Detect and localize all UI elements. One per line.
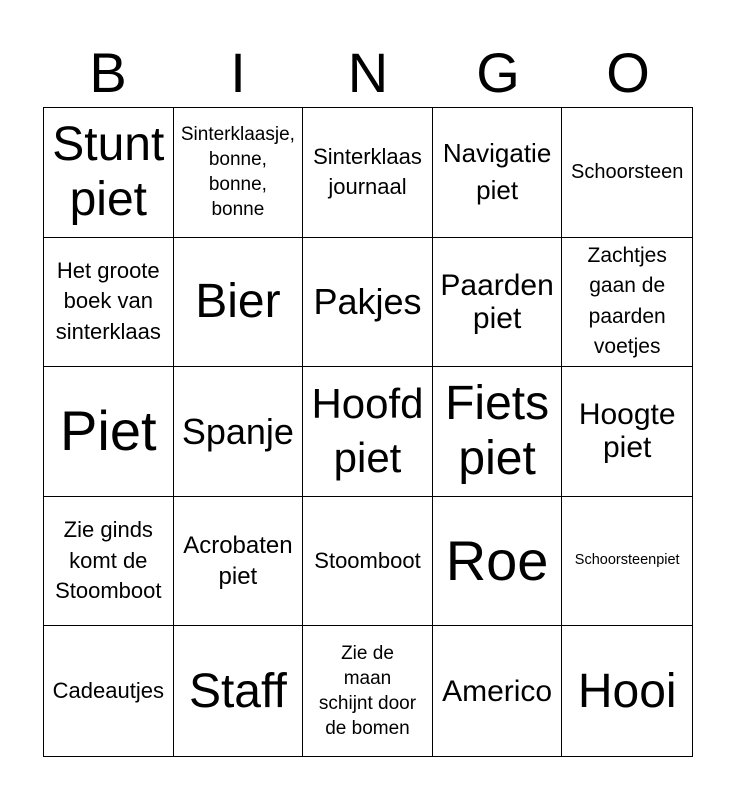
bingo-cell[interactable]: Sinterklaasje, bonne, bonne, bonne <box>174 108 304 238</box>
bingo-cell[interactable]: Hoogte piet <box>562 367 692 497</box>
bingo-cell[interactable]: Piet <box>44 367 174 497</box>
bingo-cell[interactable]: Hooi <box>577 664 677 718</box>
bingo-cell[interactable]: Acrobaten piet <box>174 497 304 627</box>
bingo-cell[interactable]: Schoorsteenpiet <box>562 497 692 627</box>
bingo-cell[interactable]: Bier <box>174 238 304 368</box>
bingo-cell[interactable]: Het groote boek van sinterklaas <box>44 238 174 368</box>
bingo-cell[interactable]: Americo <box>433 626 563 756</box>
bingo-board <box>43 107 693 757</box>
bingo-cell[interactable]: Zie ginds komt de Stoomboot <box>44 497 174 627</box>
bingo-cell[interactable]: Sinterklaas journaal <box>303 108 433 238</box>
bingo-title <box>43 38 693 108</box>
title-letter-b: B <box>89 41 127 104</box>
title-letter-o: O <box>606 41 650 104</box>
bingo-cell[interactable]: Staff <box>174 626 304 756</box>
bingo-cell[interactable]: Stunt piet <box>44 108 174 238</box>
title-letter-g: G <box>476 41 520 104</box>
bingo-cell[interactable]: Fiets piet <box>433 367 563 497</box>
bingo-cell[interactable]: Hoofd piet <box>303 367 433 497</box>
bingo-cell[interactable]: Cadeautjes <box>44 626 174 756</box>
bingo-cell[interactable]: Paarden piet <box>433 238 563 368</box>
bingo-cell[interactable]: Stoomboot <box>303 497 433 627</box>
bingo-cell[interactable]: Pakjes <box>303 238 433 368</box>
bingo-cell[interactable]: Zie de maan schijnt door de bomen <box>303 626 433 756</box>
bingo-cell[interactable]: Spanje <box>174 367 304 497</box>
title-letter-n: N <box>347 41 389 104</box>
title-letter-i: I <box>230 41 246 104</box>
bingo-cell[interactable]: Navigatie piet <box>433 108 563 238</box>
bingo-cell[interactable]: Schoorsteen <box>562 108 692 238</box>
bingo-cell[interactable]: Zachtjes gaan de paarden voetjes <box>562 238 692 368</box>
bingo-cell[interactable]: Roe <box>433 497 563 627</box>
